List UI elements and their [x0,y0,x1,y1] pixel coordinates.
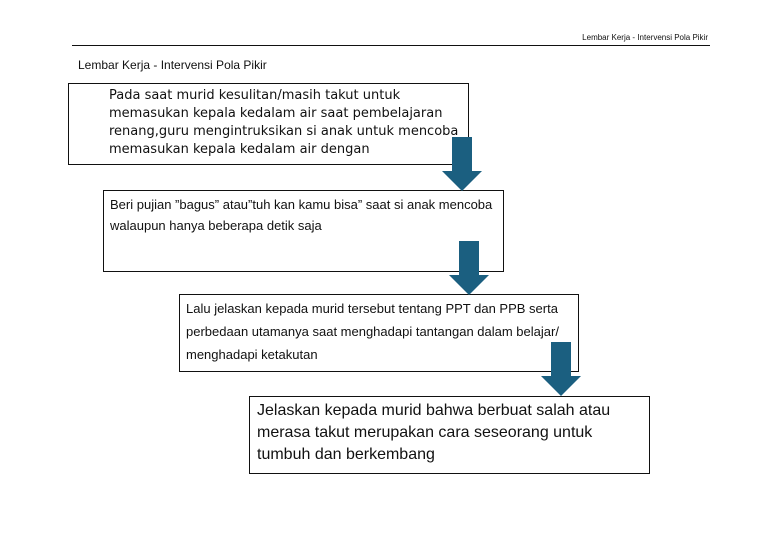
header-divider [72,45,710,46]
flow-step-2-text: Beri pujian ”bagus” atau”tuh kan kamu bisa” saat si anak mencoba walaupun hanya beberapa detik saja [110,197,493,233]
document-title: Lembar Kerja - Intervensi Pola Pikir [78,58,267,72]
down-arrow-icon [449,241,489,295]
flow-step-4-box [249,396,650,474]
flow-step-3-text: Lalu jelaskan kepada murid tersebut tentang PPT dan PPB serta perbedaan utamanya saat menghadapi tantangan dalam belajar/ menghadapi ketakutan [186,301,559,362]
flow-step-3-box [179,294,579,372]
flow-step-1-box [68,83,469,165]
down-arrow-icon [541,342,581,396]
flow-step-4-text: Jelaskan kepada murid bahwa berbuat salah atau merasa takut merupakan cara seseorang untuk tumbuh dan berkembang [257,402,611,463]
flow-step-1-text: Pada saat murid kesulitan/masih takut untuk memasukan kepala kedalam air saat pembelajaran renang,guru mengintruksikan si anak untuk mencoba memasukan kepala kedalam air dengan [109,88,459,157]
down-arrow-icon [442,137,482,191]
running-header-title: Lembar Kerja - Intervensi Pola Pikir [582,33,708,42]
flow-step-2-box [103,190,504,272]
